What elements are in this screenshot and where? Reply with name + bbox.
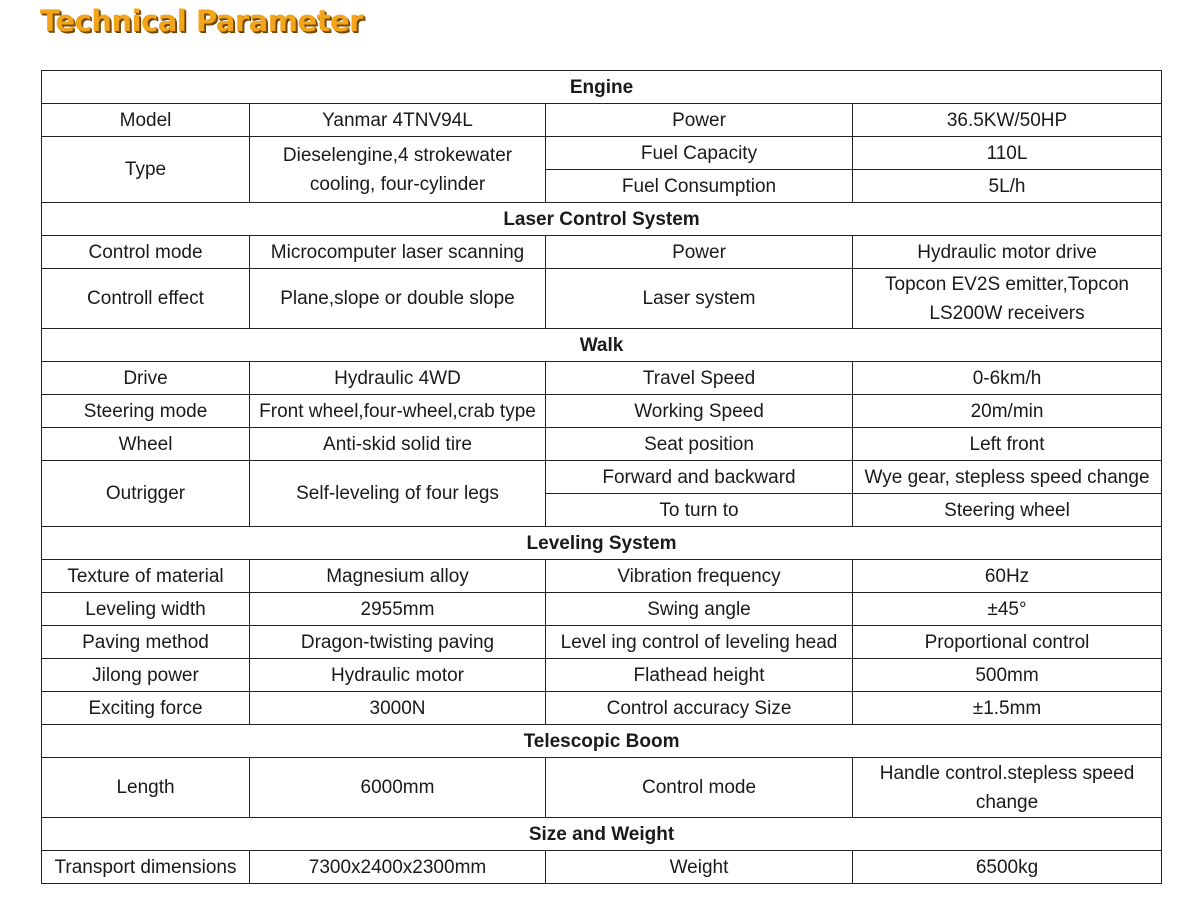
table-row xyxy=(42,137,1162,170)
spec-value: Hydraulic motor xyxy=(250,659,546,692)
spec-value: Plane,slope or double slope xyxy=(250,269,546,329)
spec-value: Hydraulic 4WD xyxy=(250,362,546,395)
spec-value: Anti-skid solid tire xyxy=(250,428,546,461)
spec-value: ±45° xyxy=(853,593,1162,626)
spec-label: Wheel xyxy=(42,428,250,461)
spec-label: Swing angle xyxy=(546,593,853,626)
spec-label: Steering mode xyxy=(42,395,250,428)
table-row xyxy=(42,269,1162,329)
spec-value: 5L/h xyxy=(853,170,1162,203)
spec-label: Seat position xyxy=(546,428,853,461)
spec-label: Forward and backward xyxy=(546,461,853,494)
section-heading-leveling: Leveling System xyxy=(42,527,1162,560)
table-row xyxy=(42,395,1162,428)
spec-value: Yanmar 4TNV94L xyxy=(250,104,546,137)
spec-label: Level ing control of leveling head xyxy=(546,626,853,659)
spec-label: Control accuracy Size xyxy=(546,692,853,725)
spec-value: 110L xyxy=(853,137,1162,170)
spec-value: 500mm xyxy=(853,659,1162,692)
spec-value: Dieselengine,4 strokewater cooling, four-cylinder xyxy=(250,137,546,203)
spec-value: Topcon EV2S emitter,Topcon LS200W receivers xyxy=(853,269,1162,329)
spec-table xyxy=(41,70,1162,884)
table-row xyxy=(42,758,1162,818)
spec-label: Controll effect xyxy=(42,269,250,329)
spec-value: Magnesium alloy xyxy=(250,560,546,593)
table-row xyxy=(42,560,1162,593)
spec-value: Front wheel,four-wheel,crab type xyxy=(250,395,546,428)
spec-label: Power xyxy=(546,104,853,137)
spec-value: 3000N xyxy=(250,692,546,725)
spec-label: Leveling width xyxy=(42,593,250,626)
section-heading-boom: Telescopic Boom xyxy=(42,725,1162,758)
spec-value: Steering wheel xyxy=(853,494,1162,527)
spec-value: 7300x2400x2300mm xyxy=(250,851,546,884)
spec-value: 6500kg xyxy=(853,851,1162,884)
spec-label: Texture of material xyxy=(42,560,250,593)
spec-label: Control mode xyxy=(546,758,853,818)
section-row-engine xyxy=(42,71,1162,104)
section-heading-walk: Walk xyxy=(42,329,1162,362)
spec-value: 2955mm xyxy=(250,593,546,626)
spec-label: Laser system xyxy=(546,269,853,329)
spec-value: 0-6km/h xyxy=(853,362,1162,395)
section-row-boom xyxy=(42,725,1162,758)
spec-label: Fuel Consumption xyxy=(546,170,853,203)
spec-value: Microcomputer laser scanning xyxy=(250,236,546,269)
spec-value: Proportional control xyxy=(853,626,1162,659)
spec-value: 6000mm xyxy=(250,758,546,818)
table-row xyxy=(42,104,1162,137)
section-row-laser xyxy=(42,203,1162,236)
spec-label: Jilong power xyxy=(42,659,250,692)
spec-value: Left front xyxy=(853,428,1162,461)
table-row xyxy=(42,692,1162,725)
spec-label: Type xyxy=(42,137,250,203)
spec-value: Self-leveling of four legs xyxy=(250,461,546,527)
spec-label: Paving method xyxy=(42,626,250,659)
spec-label: Control mode xyxy=(42,236,250,269)
table-row xyxy=(42,428,1162,461)
page-title: Technical Parameter xyxy=(40,4,363,38)
table-row xyxy=(42,626,1162,659)
spec-value: Hydraulic motor drive xyxy=(853,236,1162,269)
spec-value: Dragon-twisting paving xyxy=(250,626,546,659)
table-row xyxy=(42,236,1162,269)
spec-label: Power xyxy=(546,236,853,269)
section-row-walk xyxy=(42,329,1162,362)
section-heading-size: Size and Weight xyxy=(42,818,1162,851)
spec-label: Weight xyxy=(546,851,853,884)
spec-label: Vibration frequency xyxy=(546,560,853,593)
spec-label: Travel Speed xyxy=(546,362,853,395)
spec-label: Working Speed xyxy=(546,395,853,428)
section-heading-engine: Engine xyxy=(42,71,1162,104)
spec-value: Wye gear, stepless speed change xyxy=(853,461,1162,494)
spec-label: Flathead height xyxy=(546,659,853,692)
spec-label: Fuel Capacity xyxy=(546,137,853,170)
table-row xyxy=(42,659,1162,692)
table-row xyxy=(42,461,1162,494)
spec-label: Model xyxy=(42,104,250,137)
spec-value: Handle control.stepless speed change xyxy=(853,758,1162,818)
spec-value: 60Hz xyxy=(853,560,1162,593)
table-row xyxy=(42,362,1162,395)
spec-label: Transport dimensions xyxy=(42,851,250,884)
spec-label: Drive xyxy=(42,362,250,395)
table-row xyxy=(42,851,1162,884)
spec-label: Outrigger xyxy=(42,461,250,527)
spec-value: 20m/min xyxy=(853,395,1162,428)
spec-label: Length xyxy=(42,758,250,818)
spec-label: Exciting force xyxy=(42,692,250,725)
spec-value: 36.5KW/50HP xyxy=(853,104,1162,137)
spec-value: ±1.5mm xyxy=(853,692,1162,725)
section-heading-laser: Laser Control System xyxy=(42,203,1162,236)
section-row-leveling xyxy=(42,527,1162,560)
spec-label: To turn to xyxy=(546,494,853,527)
section-row-size xyxy=(42,818,1162,851)
table-row xyxy=(42,593,1162,626)
